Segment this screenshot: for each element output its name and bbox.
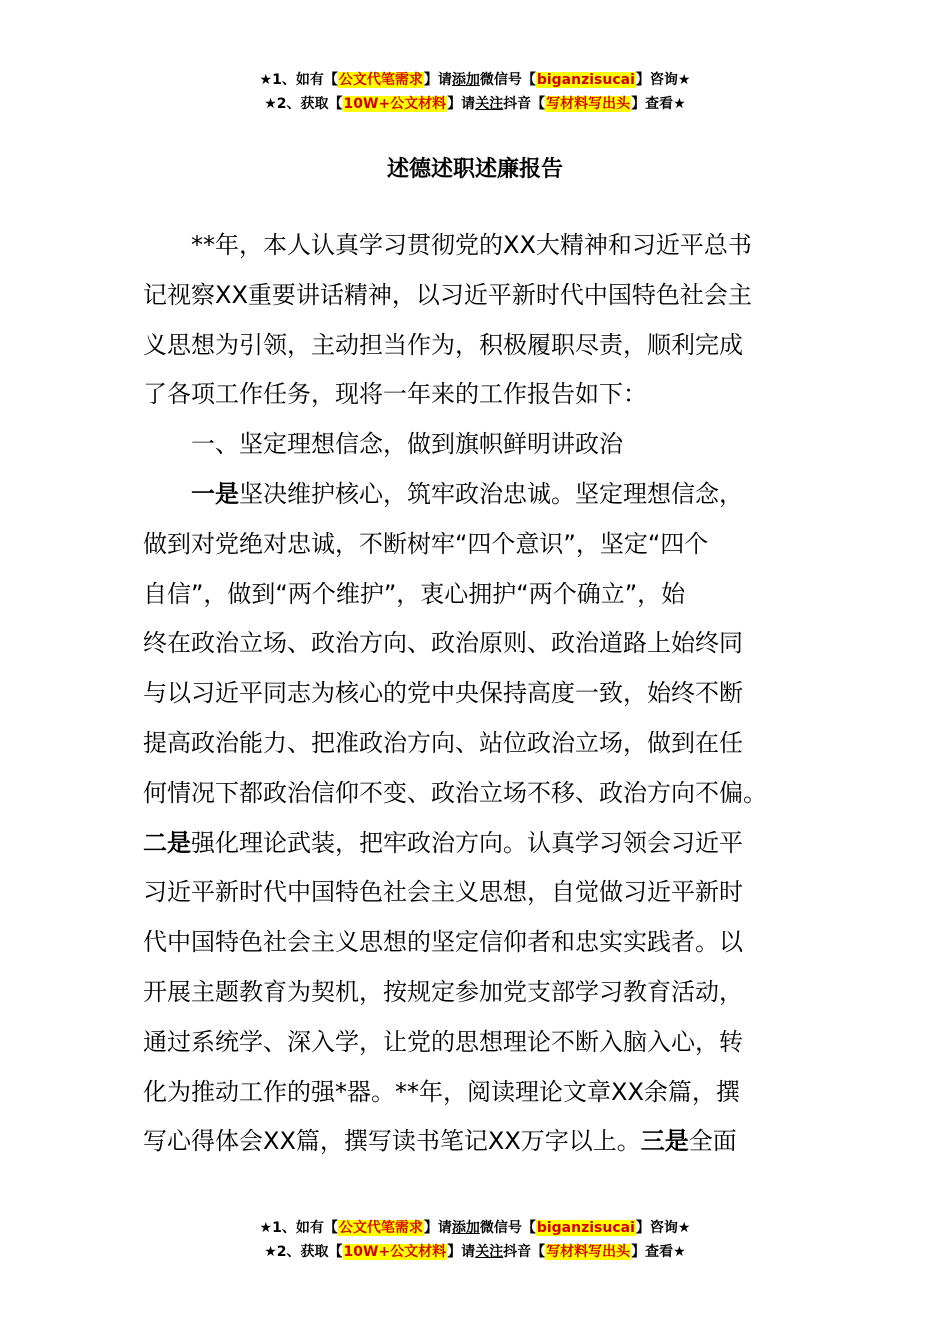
banner-text: ★1、如有【 — [259, 1220, 338, 1236]
banner-text: 】请 — [447, 96, 476, 112]
banner-text: 抖音【 — [503, 1244, 546, 1260]
banner-text: ★2、获取【 — [264, 1244, 343, 1260]
body-line: 代中国特色社会主义思想的坚定信仰者和忠实实践者。以 — [143, 928, 743, 957]
body-line: 提高政治能力、把准政治方向、站位政治立场，做到在任 — [143, 728, 743, 757]
header-banner — [0, 68, 950, 116]
banner-line-2 — [0, 1240, 950, 1264]
body-line: 记视察XX重要讲话精神，以习近平新时代中国特色社会主 — [143, 280, 752, 309]
highlight-text: 公文代笔需求 — [338, 72, 423, 88]
highlight-text: 公文代笔需求 — [338, 1220, 423, 1236]
underlined-text: 关注 — [475, 1244, 504, 1260]
document-body — [143, 221, 808, 1167]
banner-text: 】请 — [423, 72, 452, 88]
banner-text: ★1、如有【 — [259, 72, 338, 88]
bold-lead: 二是 — [143, 828, 191, 857]
banner-line-1 — [0, 68, 950, 92]
body-line: 做到对党绝对忠诚，不断树牢“四个意识”，坚定“四个 — [143, 529, 709, 558]
banner-text: 】咨询★ — [635, 72, 691, 88]
body-line: 自信”，做到“两个维护”，衷心拥护“两个确立”，始 — [143, 579, 686, 608]
body-line — [143, 470, 808, 520]
body-text: 写心得体会XX篇，撰写读书笔记XX万字以上。 — [143, 1127, 641, 1156]
banner-line-1 — [0, 1216, 950, 1240]
banner-text: 】咨询★ — [635, 1220, 691, 1236]
banner-text: 】请 — [423, 1220, 452, 1236]
body-line: 终在政治立场、政治方向、政治原则、政治道路上始终同 — [143, 629, 743, 658]
banner-text: 】查看★ — [631, 1244, 686, 1260]
body-line — [143, 819, 808, 869]
body-text: 坚决维护核心，筑牢政治忠诚。坚定理想信念， — [239, 479, 743, 508]
highlight-text: 10W+公文材料 — [343, 96, 447, 112]
highlight-text: biganzisucai — [536, 1220, 635, 1236]
banner-text: 微信号【 — [479, 1220, 536, 1236]
body-line: 开展主题教育为契机，按规定参加党支部学习教育活动， — [143, 977, 743, 1006]
body-text: 强化理论武装，把牢政治方向。认真学习领会习近平 — [191, 828, 743, 857]
banner-text: 抖音【 — [503, 96, 546, 112]
body-line: 化为推动工作的强*器。**年，阅读理论文章XX余篇，撰 — [143, 1077, 740, 1106]
body-line — [143, 1117, 808, 1167]
banner-text: 】查看★ — [631, 96, 686, 112]
banner-text: 微信号【 — [479, 72, 536, 88]
underlined-text: 添加 — [451, 1220, 480, 1236]
document-title: 述德述职述廉报告 — [386, 157, 563, 182]
bold-lead: 三是 — [640, 1127, 689, 1156]
banner-text: ★2、获取【 — [264, 96, 343, 112]
bold-lead: 一是 — [191, 479, 239, 508]
banner-text: 】请 — [447, 1244, 476, 1260]
body-text: 全面 — [688, 1127, 737, 1156]
body-line: **年，本人认真学习贯彻党的XX大精神和习近平总书 — [191, 231, 752, 259]
body-line: 何情况下都政治信仰不变、政治立场不移、政治方向不偏。 — [143, 778, 767, 807]
body-line: 与以习近平同志为核心的党中央保持高度一致，始终不断 — [143, 679, 743, 708]
banner-line-2 — [0, 92, 950, 116]
section-heading: 一、坚定理想信念，做到旗帜鲜明讲政治 — [191, 430, 623, 459]
body-line: 习近平新时代中国特色社会主义思想，自觉做习近平新时 — [143, 878, 743, 907]
highlight-text: biganzisucai — [536, 72, 635, 88]
underlined-text: 关注 — [475, 96, 504, 112]
underlined-text: 添加 — [451, 72, 480, 88]
highlight-text: 10W+公文材料 — [343, 1244, 447, 1260]
highlight-text: 写材料写出头 — [546, 96, 631, 112]
body-line: 通过系统学、深入学，让党的思想理论不断入脑入心，转 — [143, 1027, 743, 1056]
highlight-text: 写材料写出头 — [546, 1244, 631, 1260]
footer-banner — [0, 1216, 950, 1264]
body-line: 了各项工作任务，现将一年来的工作报告如下： — [143, 380, 647, 409]
body-line: 义思想为引领，主动担当作为，积极履职尽责，顺利完成 — [143, 330, 743, 359]
